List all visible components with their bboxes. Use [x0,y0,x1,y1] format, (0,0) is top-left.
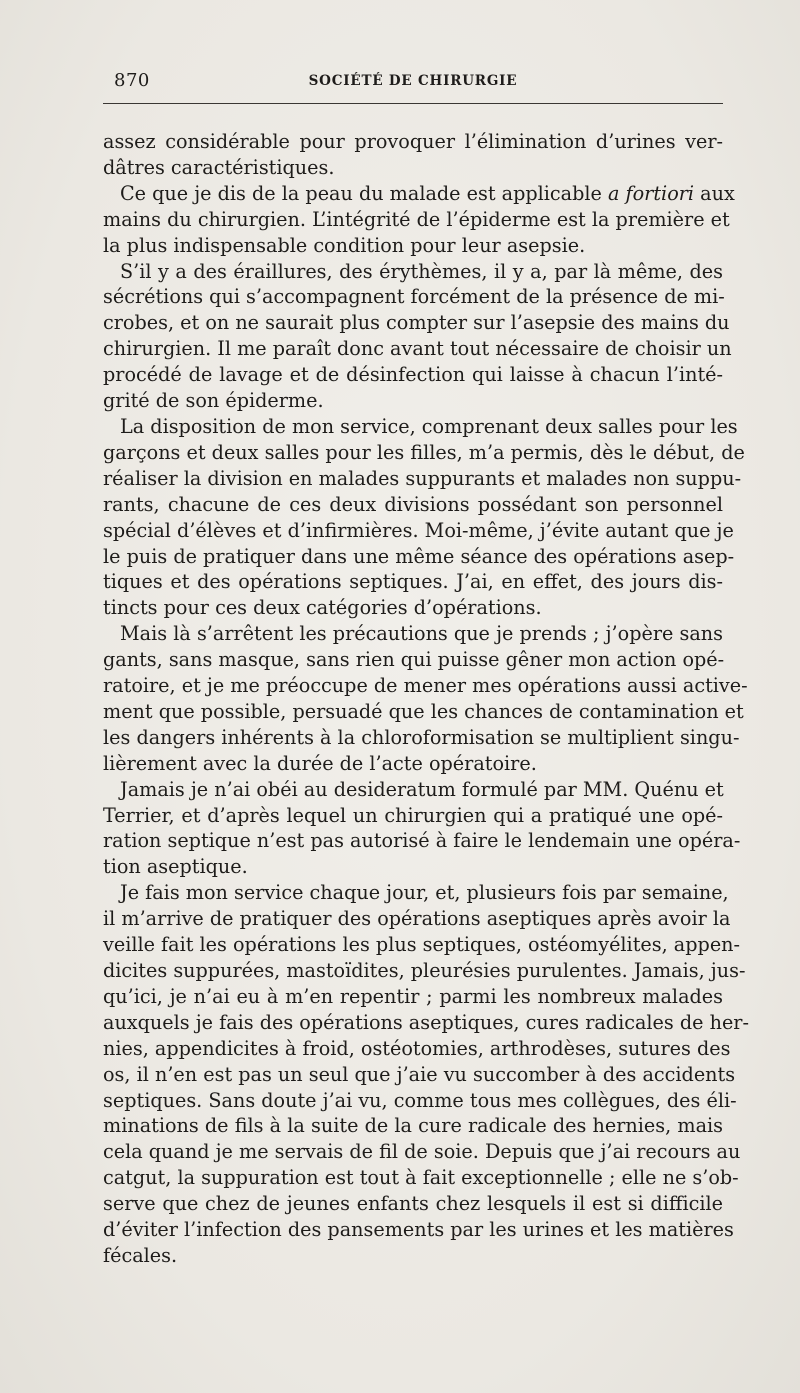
text-line: qu’ici, je n’ai eu à m’en repentir ; parmi les nombreux malades [103,984,723,1008]
text-line: veille fait les opérations les plus septiques, ostéomyélites, appen- [103,933,741,957]
text-line: catgut, la suppuration est tout à fait exceptionnelle ; elle ne s’ob- [103,1166,739,1190]
text-line: assez considérable pour provoquer l’élimination d’urines ver- [103,130,723,153]
text-line: tiques et des opérations septiques. J’ai, en effet, des jours dis- [103,570,723,594]
text-line: grité de son épiderme. [103,389,324,413]
text-line: Je fais mon service chaque jour, et, plusieurs fois par semaine, [120,881,729,905]
text-line: d’éviter l’infection des pansements par les urines et les matières [103,1218,734,1242]
text-line: gants, sans masque, sans rien qui puisse gêner mon action opé- [103,648,725,672]
text-line: dicites suppurées, mastoïdites, pleurésies purulentes. Jamais, jus- [103,959,746,982]
italic-phrase: a fortiori [607,181,695,205]
text-line: les dangers inhérents à la chloroformisation se multiplient singu- [103,725,740,749]
text-line: mains du chirurgien. L’intégrité de l’épiderme est la première et [103,207,730,231]
text-line: ratoire, et je me préoccupe de mener mes opérations aussi active- [103,674,748,698]
text-line: lièrement avec la durée de l’acte opératoire. [103,751,537,775]
text-line: spécial d’élèves et d’infirmières. Moi-même, j’évite autant que je [103,518,734,542]
body-text [103,129,749,1269]
text-line: tion aseptique. [103,855,248,879]
running-title: SOCIÉTÉ DE CHIRURGIE [308,73,518,89]
text-line: auxquels je fais des opérations aseptiques, cures radicales de her- [103,1010,749,1034]
page-number: 870 [114,70,150,91]
paragraph [103,621,748,776]
text-line: ment que possible, persuadé que les chances de contamination et [103,699,744,723]
header-rule [103,103,723,104]
text-line: crobes, et on ne saurait plus compter sur l’asepsie des mains du [103,311,730,335]
text-line: os, il n’en est pas un seul que j’aie vu succomber à des accidents [103,1062,736,1086]
text-line: procédé de lavage et de désinfection qui laisse à chacun l’inté- [103,363,723,387]
text-line: rants, chacune de ces deux divisions possédant son personnel [103,492,723,516]
text-line: il m’arrive de pratiquer des opérations aseptiques après avoir la [103,907,731,931]
text-line: La disposition de mon service, comprenant deux salles pour les [120,414,738,438]
text-line: chirurgien. Il me paraît donc avant tout nécessaire de choisir un [103,337,732,361]
text-line: nies, appendicites à froid, ostéotomies, arthrodèses, sutures des [103,1036,731,1060]
text-line: dâtres caractéristiques. [103,155,335,179]
paragraph [103,777,741,881]
text-line: ration septique n’est pas autorisé à faire le lendemain une opéra- [103,829,741,853]
text-line: S’il y a des éraillures, des érythèmes, il y a, par là même, des [120,259,723,283]
paragraph [103,259,732,414]
text-line: serve que chez de jeunes enfants chez lesquels il est si difficile [103,1192,723,1216]
text-line: garçons et deux salles pour les filles, m’a permis, dès le début, de [103,440,745,464]
running-head [103,68,723,98]
text-line: la plus indispensable condition pour leur asepsie. [103,233,586,257]
text-line: septiques. Sans doute j’ai vu, comme tous mes collègues, des éli- [103,1088,737,1112]
text-line: Mais là s’arrêtent les précautions que je prends ; j’opère sans [120,622,723,646]
text-line: le puis de pratiquer dans une même séance des opérations asep- [103,544,735,568]
text-line: cela quand je me servais de fil de soie. Depuis que j’ai recours au [103,1140,741,1164]
text-line: Jamais je n’ai obéi au desideratum formulé par MM. Quénu et [120,777,724,801]
text-line: Terrier, et d’après lequel un chirurgien qui a pratiqué une opé- [103,803,723,827]
text-line: fécales. [103,1243,178,1267]
text-line: sécrétions qui s’accompagnent forcément de la présence de mi- [103,285,725,309]
text-line: Ce que je dis de la peau du malade est applicable a fortiori aux [120,181,735,205]
paragraph [103,880,749,1269]
paragraph [103,414,745,621]
text-line: tincts pour ces deux catégories d’opérations. [103,596,542,620]
paragraph [103,181,735,259]
text-line: minations de fils à la suite de la cure radicale des hernies, mais [103,1114,723,1138]
paragraph [103,129,723,181]
text-line: réaliser la division en malades suppurants et malades non suppu- [103,466,742,490]
